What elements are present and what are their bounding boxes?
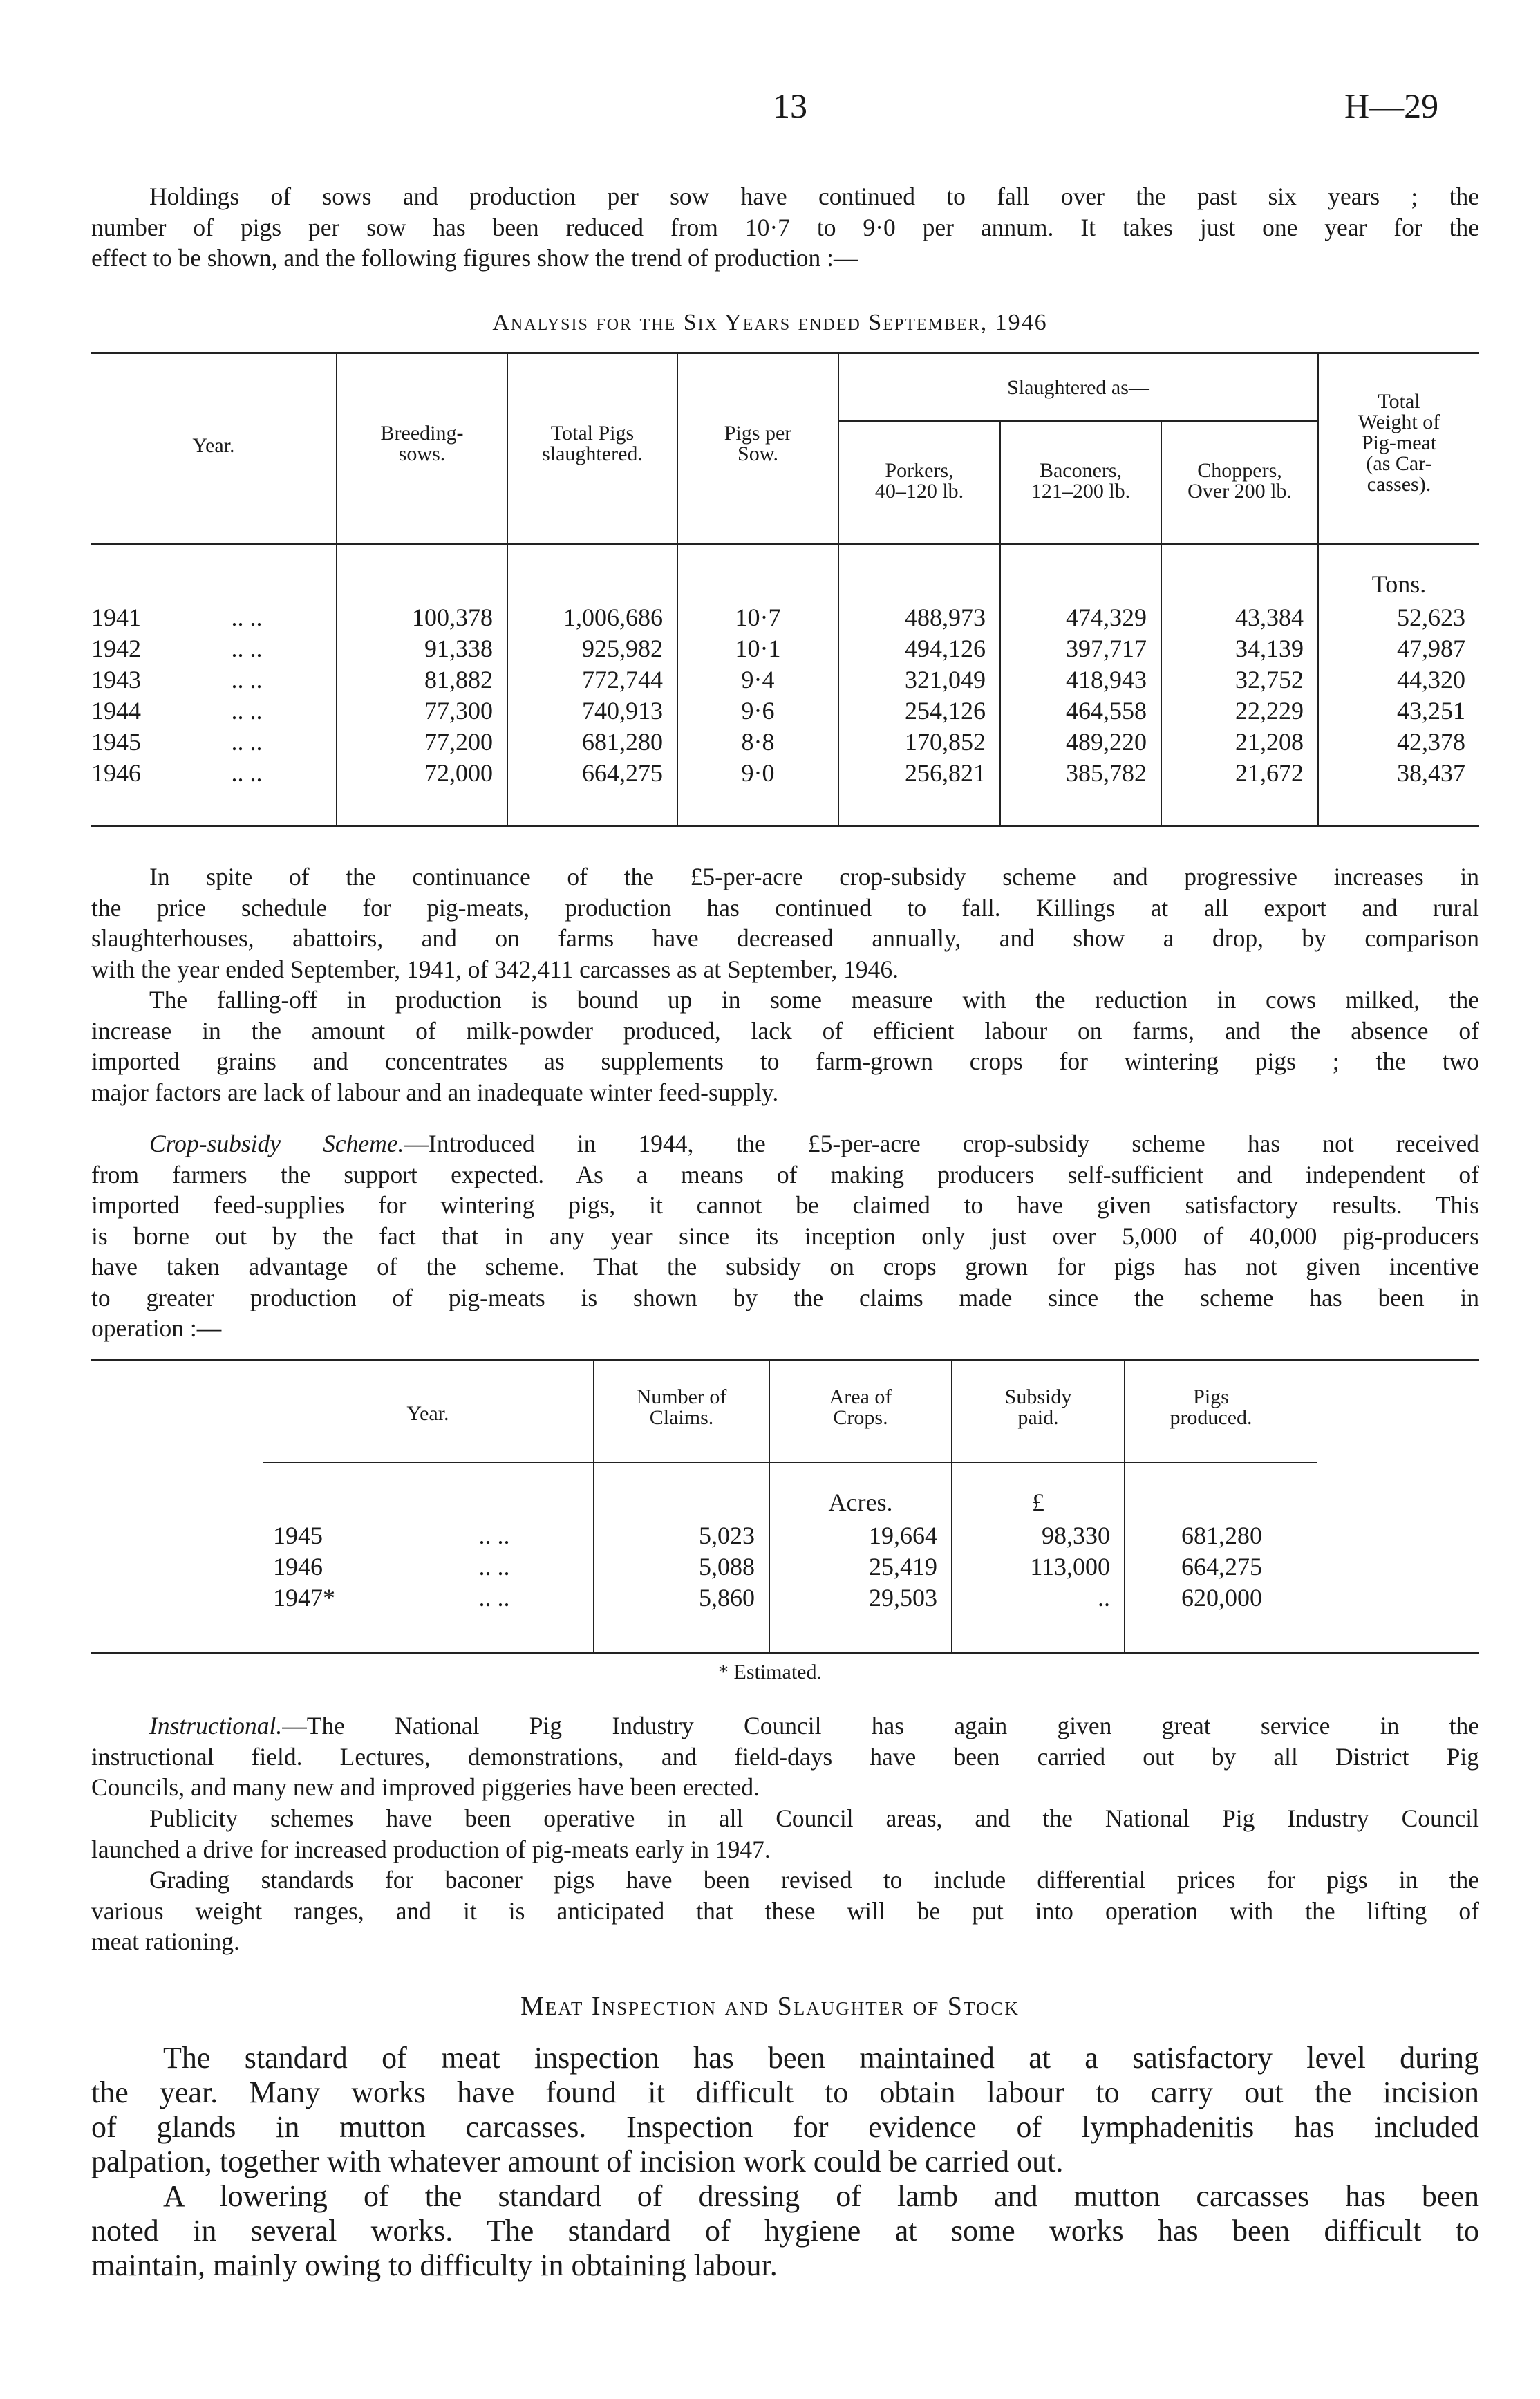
cell-year: 1941 (91, 604, 141, 631)
cell-year: 1943 (91, 666, 141, 693)
text-line: Publicity schemes have been operative in all Council areas, and the National Pig Industry Council (149, 1804, 1479, 1832)
crop-subsidy-heading: Crop-subsidy Scheme. (149, 1130, 404, 1157)
paragraph-falling-off (91, 984, 1479, 1108)
cell-porkers: 254,126 (905, 697, 986, 725)
text-line: the price schedule for pig-meats, production has continued to fall. Killings at all export and rural (91, 893, 1479, 922)
cell-claims: 5,860 (699, 1584, 755, 1612)
paragraph-killings (91, 861, 1479, 984)
cell-breeding-sows: 91,338 (424, 635, 493, 662)
cell-area: 29,503 (869, 1584, 937, 1612)
cell-claims: 5,023 (699, 1522, 755, 1549)
header-slaughtered-as: Slaughtered as— (1007, 376, 1149, 399)
text-line: various weight ranges, and it is anticipated that these will be put into operation with the lifting of (91, 1896, 1479, 1925)
table2-bottom-rule (91, 1652, 1479, 1654)
cell-year: 1944 (91, 697, 141, 725)
text-line: of glands in mutton carcasses. Inspection for evidence of lymphadenitis has included (91, 2110, 1479, 2144)
document-code: H—29 (1344, 86, 1439, 125)
cell-pigs-produced: 664,275 (1181, 1553, 1262, 1580)
slaughtered-as-rule (838, 420, 1317, 422)
cell-total-pigs: 681,280 (582, 728, 663, 756)
table2-footnote: * Estimated. (718, 1661, 822, 1683)
cell-total-pigs: 772,744 (582, 666, 663, 693)
cell-total-weight: 52,623 (1397, 604, 1465, 631)
text-line: Holdings of sows and production per sow have continued to fall over the past six years ; the (149, 183, 1479, 210)
text-line: imported grains and concentrates as supplements to farm-grown crops for wintering pigs ; the two (91, 1047, 1479, 1075)
cell-subsidy: 113,000 (1030, 1553, 1110, 1580)
unit-acres: Acres. (828, 1488, 893, 1516)
header-total-pigs: Total Pigs slaughtered. (542, 422, 643, 465)
text-line: palpation, together with whatever amount of incision work could be carried out. (91, 2145, 1064, 2178)
text-line: Councils, and many new and improved piggeries have been erected. (91, 1773, 760, 1801)
cell-breeding-sows: 81,882 (424, 666, 493, 693)
cell-pigs-per-sow: 10·7 (735, 604, 781, 631)
table2-top-rule (91, 1359, 1479, 1361)
cell-pigs-per-sow: 9·6 (741, 697, 775, 725)
cell-baconers: 397,717 (1066, 635, 1147, 662)
cell-porkers: 170,852 (905, 728, 986, 756)
text-line: with the year ended September, 1941, of 342,411 carcasses as at September, 1946. (91, 955, 899, 983)
cell-total-pigs: 1,006,686 (563, 604, 663, 631)
cell-baconers: 464,558 (1066, 697, 1147, 725)
text-line: major factors are lack of labour and an inadequate winter feed-supply. (91, 1078, 779, 1106)
cell-total-pigs: 740,913 (582, 697, 663, 725)
instructional-heading: Instructional. (149, 1712, 283, 1739)
cell-subsidy: .. (1098, 1584, 1110, 1612)
cell-choppers: 43,384 (1235, 604, 1304, 631)
header-choppers: Choppers, Over 200 lb. (1187, 459, 1292, 503)
header-year: Year. (192, 434, 235, 457)
cell-dots: .. .. (231, 666, 263, 693)
text-line: operation :— (91, 1314, 222, 1342)
cell-pigs-produced: 681,280 (1181, 1522, 1262, 1549)
cell-total-weight: 43,251 (1397, 697, 1465, 725)
text-line: is borne out by the fact that in any year since its inception only just over 5,000 of 40,000 pig-producers (91, 1222, 1479, 1250)
cell-choppers: 21,672 (1235, 759, 1304, 787)
cell-area: 19,664 (869, 1522, 937, 1549)
cell-choppers: 34,139 (1235, 635, 1304, 662)
t2-header-subsidy: Subsidy paid. (1004, 1385, 1072, 1429)
intro-paragraph (91, 181, 1479, 274)
header-breeding-sows: Breeding- sows. (380, 422, 464, 465)
cell-breeding-sows: 77,200 (424, 728, 493, 756)
cell-porkers: 488,973 (905, 604, 986, 631)
cell-porkers: 321,049 (905, 666, 986, 693)
cell-area: 25,419 (869, 1553, 937, 1580)
text-line: increase in the amount of milk-powder produced, lack of efficient labour on farms, and the absence of (91, 1016, 1479, 1045)
text-line: maintain, mainly owing to difficulty in obtaining labour. (91, 2248, 778, 2282)
cell-baconers: 418,943 (1066, 666, 1147, 693)
text-line: slaughterhouses, abattoirs, and on farms have decreased annually, and show a drop, by comparison (91, 924, 1479, 952)
cell-dots: .. .. (231, 728, 263, 756)
text-line: The standard of meat inspection has been maintained at a satisfactory level during (163, 2041, 1479, 2075)
cell-year: 1946 (91, 759, 141, 787)
cell-dots: .. .. (478, 1553, 510, 1580)
col-sep (838, 353, 839, 825)
cell-breeding-sows: 77,300 (424, 697, 493, 725)
cell-breeding-sows: 72,000 (424, 759, 493, 787)
table1-top-rule (91, 352, 1479, 354)
paragraph-meat-inspection (91, 2041, 1479, 2283)
cell-dots: .. .. (478, 1522, 510, 1549)
cell-total-pigs: 664,275 (582, 759, 663, 787)
table2-header-rule (263, 1462, 1317, 1463)
cell-choppers: 21,208 (1235, 728, 1304, 756)
cell-total-weight: 38,437 (1397, 759, 1465, 787)
cell-year: 1942 (91, 635, 141, 662)
header-baconers: Baconers, 121–200 lb. (1031, 459, 1131, 503)
cell-dots: .. .. (231, 697, 263, 725)
cell-pigs-per-sow: 8·8 (741, 728, 775, 756)
cell-baconers: 474,329 (1066, 604, 1147, 631)
table1-bottom-rule (91, 825, 1479, 827)
cell-baconers: 385,782 (1066, 759, 1147, 787)
header-total-weight: Total Weight of Pig-meat (as Car- casses). (1358, 390, 1440, 496)
paragraph-publicity (91, 1803, 1479, 1865)
cell-total-pigs: 925,982 (582, 635, 663, 662)
unit-pounds: £ (1032, 1488, 1044, 1516)
page-number: 13 (773, 86, 807, 125)
unit-tons: Tons. (1371, 570, 1427, 598)
table1-header-rule (91, 543, 1479, 545)
cell-total-weight: 47,987 (1397, 635, 1465, 662)
cell-pigs-per-sow: 9·0 (741, 759, 775, 787)
cell-claims: 5,088 (699, 1553, 755, 1580)
text-line: effect to be shown, and the following figures show the trend of production :— (91, 244, 858, 272)
header-porkers: Porkers, 40–120 lb. (874, 459, 964, 503)
cell-pigs-per-sow: 10·1 (735, 635, 781, 662)
text-line: have taken advantage of the scheme. That the subsidy on crops grown for pigs has not given incentive (91, 1253, 1479, 1280)
t2-header-claims: Number of Claims. (636, 1385, 727, 1429)
paragraph-crop-subsidy (91, 1128, 1479, 1344)
cell-total-weight: 44,320 (1397, 666, 1465, 693)
section-title-meat-inspection: Meat Inspection and Slaughter of Stock (520, 1992, 1020, 2021)
cell-year: 1946 (273, 1553, 323, 1580)
cell-year: 1945 (273, 1522, 323, 1549)
cell-choppers: 32,752 (1235, 666, 1304, 693)
t2-header-year: Year. (406, 1402, 449, 1425)
text-line: instructional field. Lectures, demonstrations, and field-days have been carried out by all District Pig (91, 1742, 1479, 1771)
text-line: noted in several works. The standard of hygiene at some works has been difficult to (91, 2214, 1479, 2248)
paragraph-grading (91, 1865, 1479, 1957)
t2-header-area: Area of Crops. (829, 1385, 892, 1429)
text-line: to greater production of pig-meats is shown by the claims made since the scheme has been in (91, 1283, 1479, 1311)
text-line: A lowering of the standard of dressing of lamb and mutton carcasses has been (163, 2179, 1479, 2213)
text-line: the year. Many works have found it difficult to obtain labour to carry out the incision (91, 2075, 1479, 2109)
header-pigs-per-sow: Pigs per Sow. (724, 422, 792, 465)
cell-total-weight: 42,378 (1397, 728, 1465, 756)
paragraph-instructional (91, 1710, 1479, 1803)
cell-pigs-per-sow: 9·4 (741, 666, 775, 693)
text-line: imported feed-supplies for wintering pigs, it cannot be claimed to have given satisfactory results. This (91, 1191, 1479, 1219)
text-line: meat rationing. (91, 1927, 240, 1955)
cell-breeding-sows: 100,378 (412, 604, 493, 631)
text-line: The falling-off in production is bound up in some measure with the reduction in cows milked, the (149, 986, 1479, 1014)
cell-dots: .. .. (478, 1584, 510, 1612)
cell-baconers: 489,220 (1066, 728, 1147, 756)
table1-title: Analysis for the Six Years ended September, 1946 (492, 310, 1048, 335)
text-line: launched a drive for increased production of pig-meats early in 1947. (91, 1835, 771, 1863)
t2-header-pigs: Pigs produced. (1170, 1385, 1252, 1429)
cell-dots: .. .. (231, 635, 263, 662)
text-line: In spite of the continuance of the £5-per-acre crop-subsidy scheme and progressive increases in (149, 863, 1479, 890)
text-line: from farmers the support expected. As a means of making producers self-sufficient and independent of (91, 1160, 1479, 1188)
cell-subsidy: 98,330 (1042, 1522, 1110, 1549)
cell-pigs-produced: 620,000 (1181, 1584, 1262, 1612)
cell-year: 1945 (91, 728, 141, 756)
text-line: Grading standards for baconer pigs have been revised to include differential prices for pigs in the (149, 1866, 1479, 1894)
cell-porkers: 256,821 (905, 759, 986, 787)
cell-choppers: 22,229 (1235, 697, 1304, 725)
cell-year: 1947* (273, 1584, 335, 1612)
cell-porkers: 494,126 (905, 635, 986, 662)
cell-dots: .. .. (231, 604, 263, 631)
cell-dots: .. .. (231, 759, 263, 787)
text-line: Crop-subsidy Scheme.—Introduced in 1944, the £5-per-acre crop-subsidy scheme has not received (149, 1130, 1480, 1157)
text-line: Instructional.—The National Pig Industry Council has again given great service in the (149, 1712, 1479, 1739)
text-line: number of pigs per sow has been reduced from 10·7 to 9·0 per annum. It takes just one year for the (91, 213, 1479, 241)
